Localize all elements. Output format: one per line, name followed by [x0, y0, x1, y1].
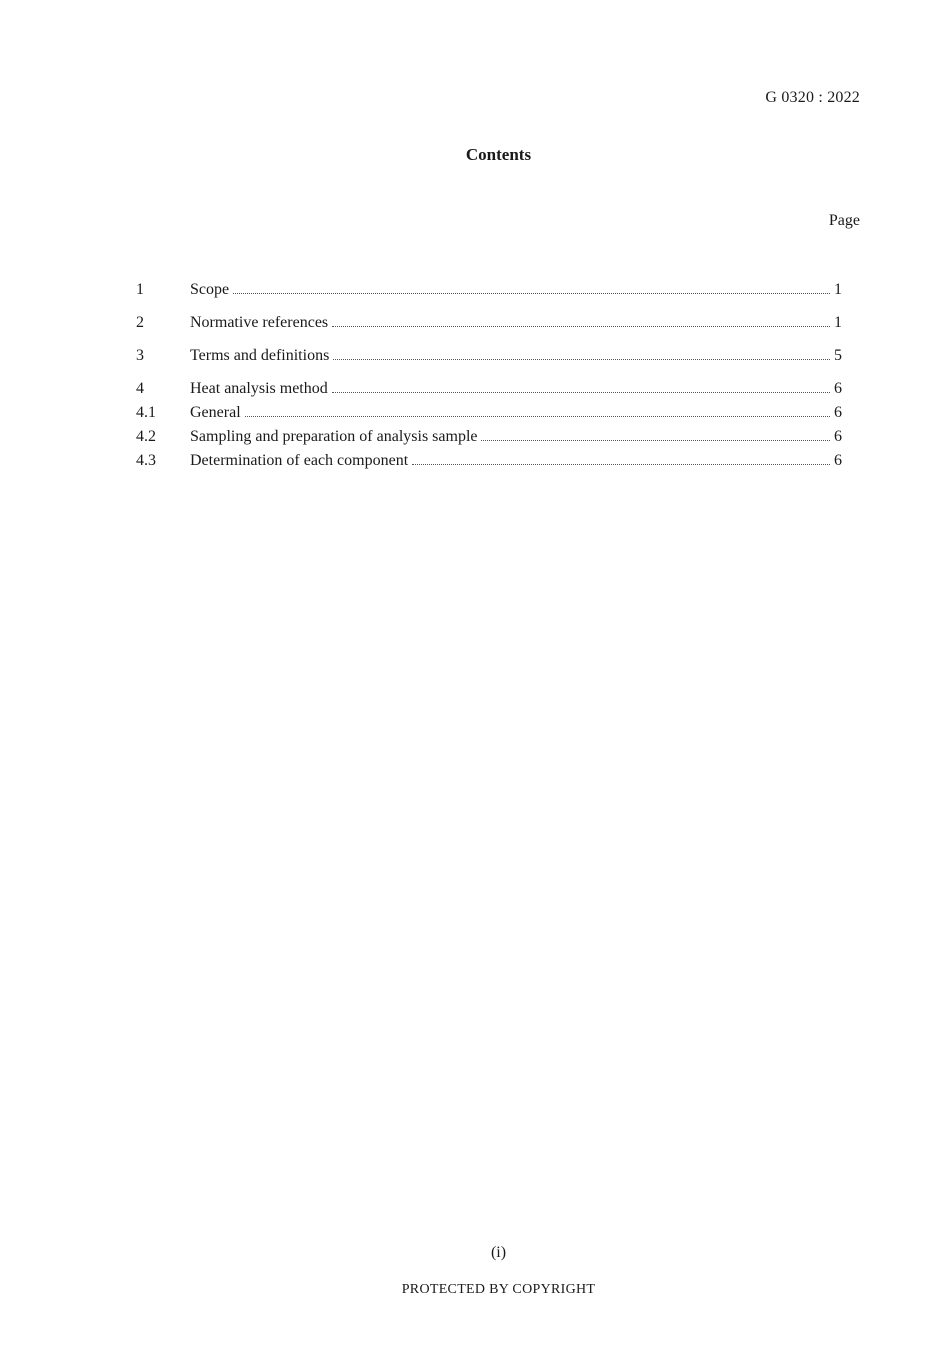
toc-entry-title: Sampling and preparation of analysis sample: [190, 428, 478, 445]
toc-dot-leader: [481, 440, 830, 441]
toc-entry-3[interactable]: [136, 344, 842, 368]
toc-entry-title: General: [190, 404, 241, 421]
toc-dot-leader: [412, 464, 830, 465]
toc-entry-page: 6: [834, 380, 842, 397]
toc-entry-number: 1: [136, 281, 144, 298]
toc-entry-4-3[interactable]: [136, 449, 842, 473]
toc-entry-page: 1: [834, 314, 842, 331]
toc-dot-leader: [333, 359, 830, 360]
toc-entry-number: 4.1: [136, 404, 156, 421]
toc-entry-title: Scope: [190, 281, 230, 298]
toc-entry-page: 6: [834, 404, 842, 421]
toc-entry-page: 5: [834, 347, 842, 364]
toc-entry-1[interactable]: [136, 278, 842, 302]
toc-dot-leader: [245, 416, 830, 417]
toc-entry-title: Heat analysis method: [190, 380, 328, 397]
toc-entry-4-1[interactable]: [136, 401, 842, 425]
toc-dot-leader: [233, 293, 830, 294]
toc-entry-page: 6: [834, 452, 842, 469]
toc-entry-4-2[interactable]: [136, 425, 842, 449]
toc-entry-title: Terms and definitions: [190, 347, 330, 364]
contents-title: Contents: [465, 145, 532, 164]
toc-dot-leader: [332, 326, 830, 327]
toc-entry-title: Normative references: [190, 314, 329, 331]
toc-entry-4[interactable]: [136, 377, 842, 401]
toc-entry-number: 2: [136, 314, 144, 331]
toc-entry-page: 6: [834, 428, 842, 445]
toc-entry-number: 4.2: [136, 428, 156, 445]
copyright-notice: PROTECTED BY COPYRIGHT: [401, 1282, 596, 1297]
toc-entry-2[interactable]: [136, 311, 842, 335]
toc-entry-number: 4.3: [136, 452, 156, 469]
toc-entry-title: Determination of each component: [190, 452, 409, 469]
document-number: G 0320 : 2022: [765, 89, 860, 106]
toc-entry-number: 3: [136, 347, 144, 364]
toc-dot-leader: [332, 392, 830, 393]
page-column-heading: Page: [828, 212, 860, 229]
toc-entry-number: 4: [136, 380, 144, 397]
table-of-contents: [136, 278, 842, 473]
toc-entry-page: 1: [834, 281, 842, 298]
page-number-mark: (i): [490, 1244, 507, 1261]
